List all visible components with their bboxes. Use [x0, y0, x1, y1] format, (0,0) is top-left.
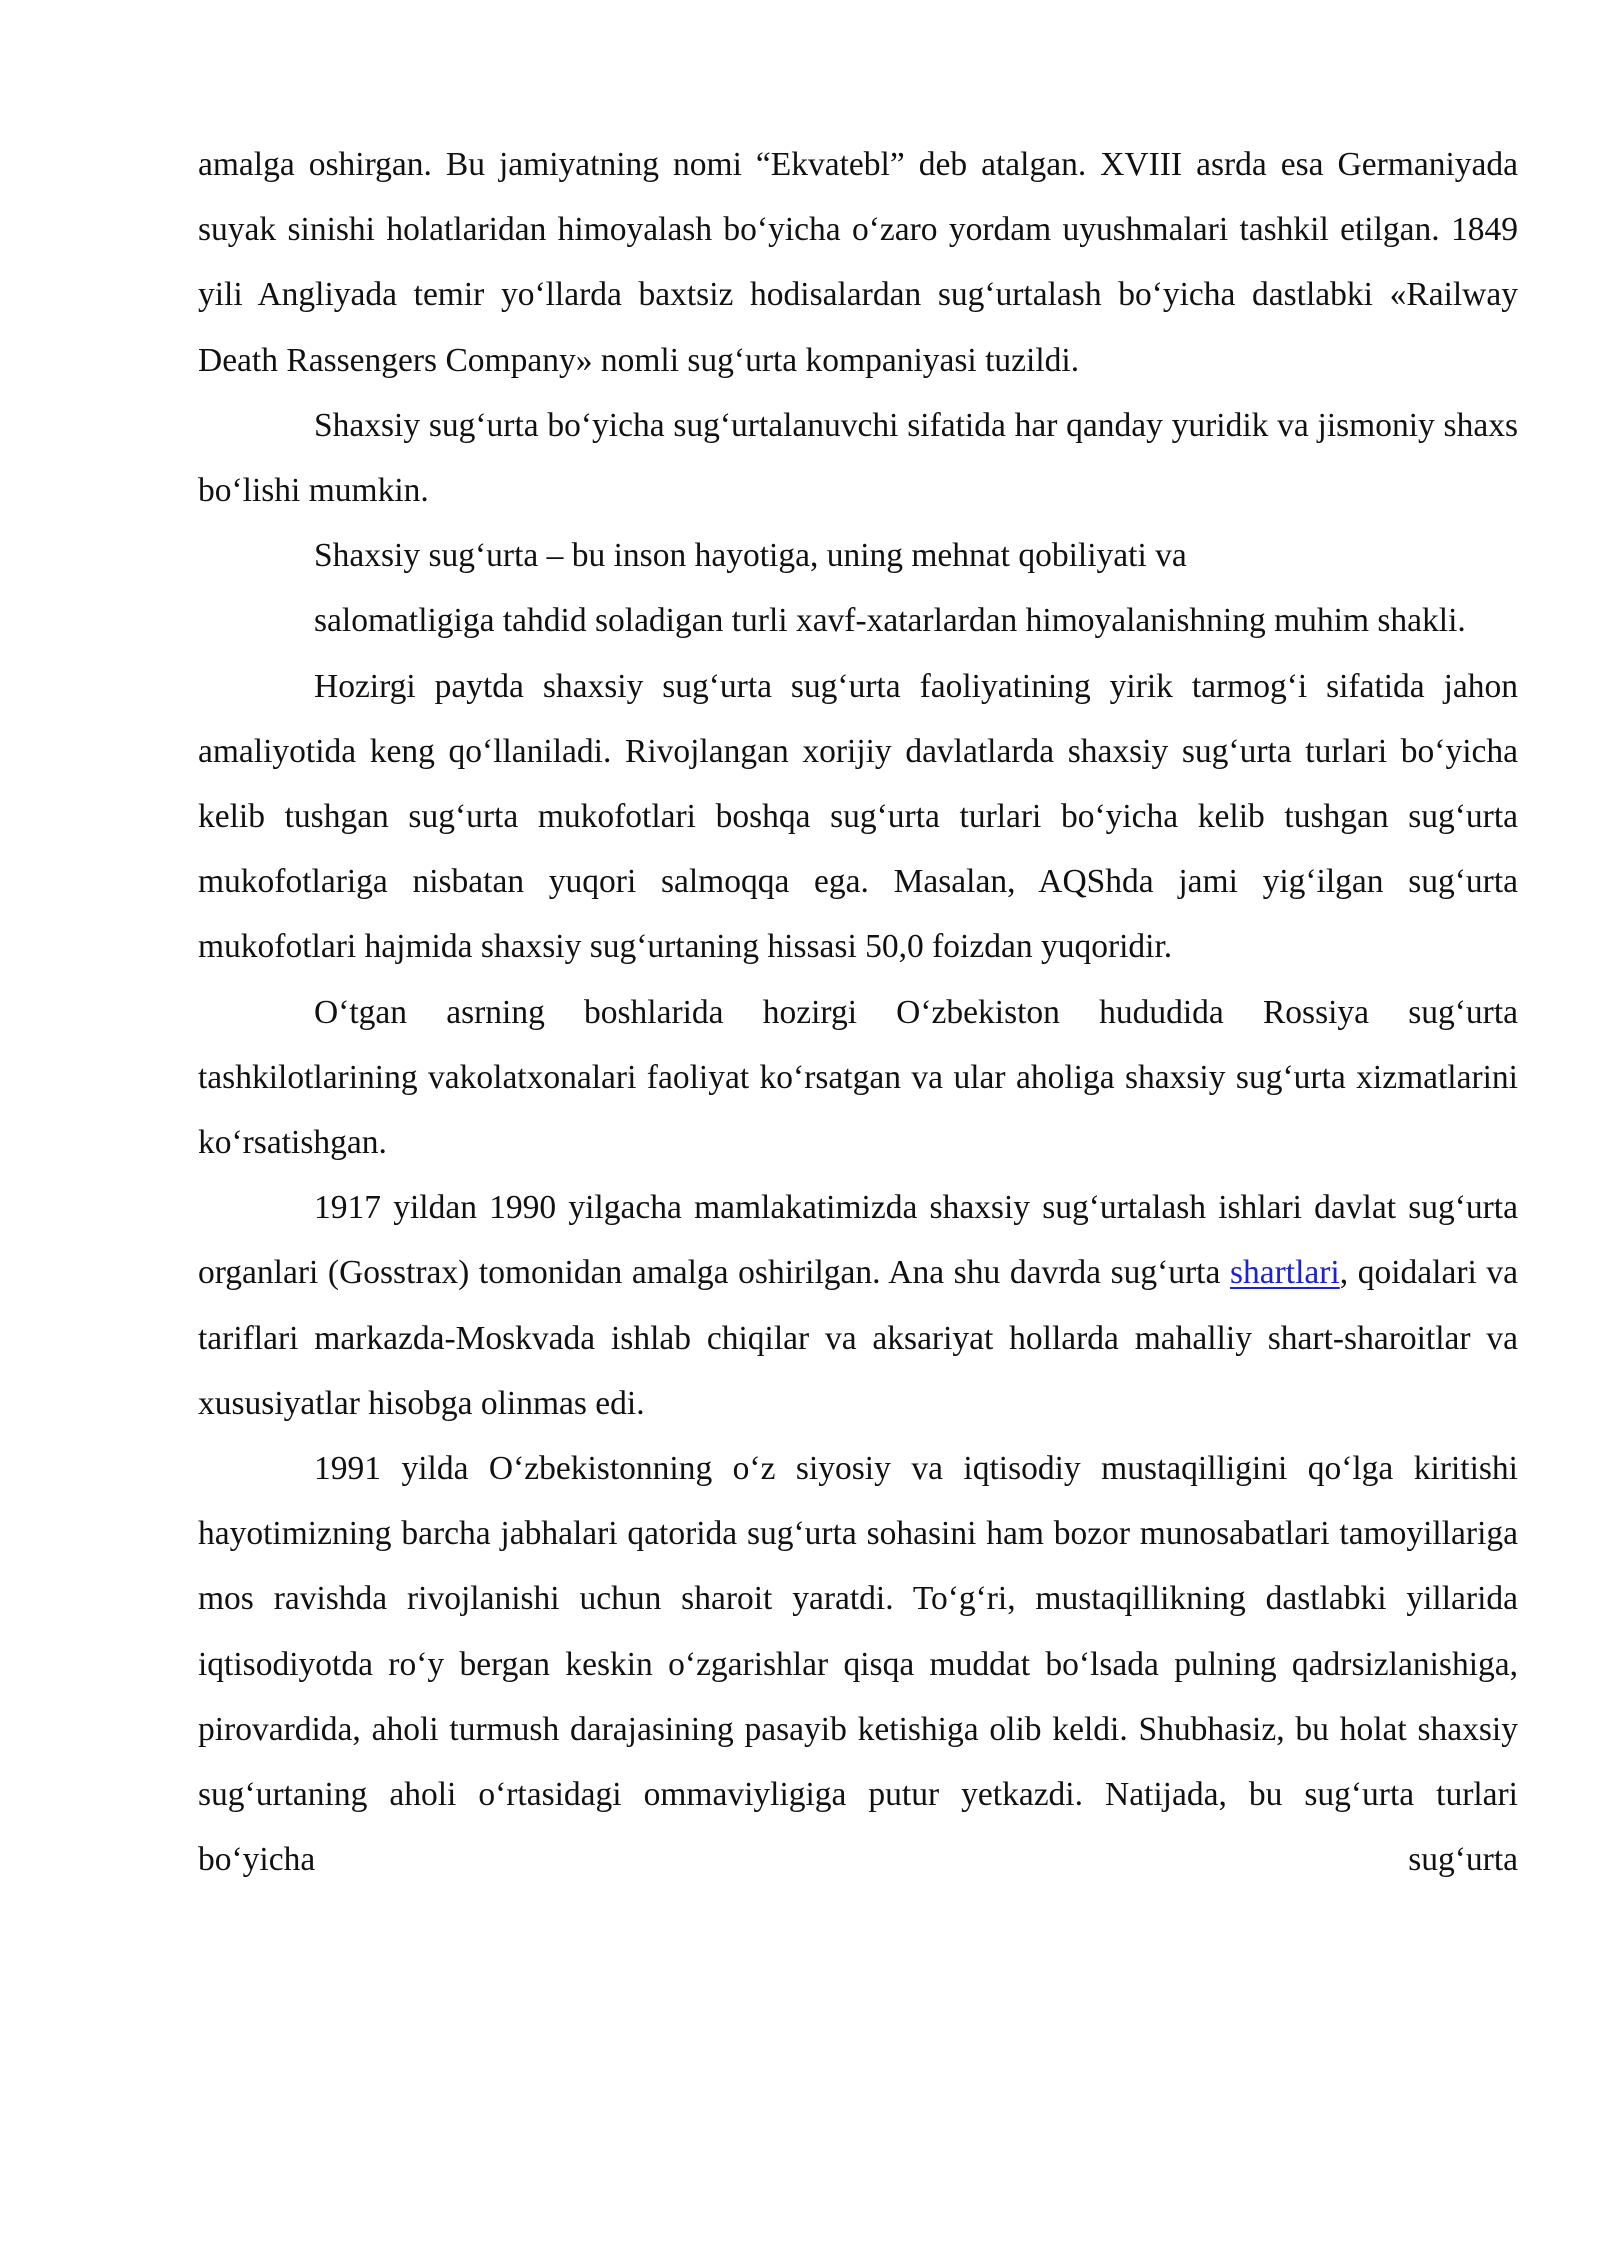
paragraph-independence: 1991 yilda Oʻzbekistonning oʻz siyosiy va iqtisodiy mustaqilligini qoʻlga kiritishi hayotimizning barcha jabhalari qatorida sugʻurta sohasini ham bozor munosabatlari tamoyillariga mos ravishda rivojlanishi uchun sharoit yaratdi. Toʻgʻri, mustaqillikning dastlabki yillarida iqtisodiyotda roʻy bergan keskin oʻzgarishlar qisqa muddat boʻlsada pulning qadrsizlanishiga, pirovardida, aholi turmush darajasining pasayib ketishiga olib keldi. Shubhasiz, bu holat shaxsiy sugʻurtaning aholi oʻrtasidagi ommaviyligiga putur yetkazdi. Natijada, bu sugʻurta turlari boʻyicha sugʻurta [198, 1450, 1518, 1879]
paragraph-policyholder: Shaxsiy sugʻurta boʻyicha sugʻurtalanuvchi sifatida har qanday yuridik va jismoniy shaxs boʻlishi mumkin. [198, 406, 1518, 510]
paragraph-last-century: Oʻtgan asrning boshlarida hozirgi Oʻzbekiston hududida Rossiya sugʻurta tashkilotlarining vakolatxonalari faoliyat koʻrsatgan va ular aholiga shaxsiy sugʻurta xizmatlarini koʻrsatishgan. [198, 993, 1518, 1162]
paragraph-text-before-link: 1917 yildan 1990 yilgacha mamlakatimizda shaxsiy sugʻurtalash ishlari davlat sugʻurta organlari (Gosstrax) tomonidan amalga oshirilgan. Ana shu davrda sugʻurta [198, 1189, 1518, 1292]
paragraph-continuation: amalga oshirgan. Bu jamiyatning nomi “Ekvatebl” deb atalgan. XVIII asrda esa Germaniyada suyak sinishi holatlaridan himoyalash boʻyicha oʻzaro yordam uyushmalari tashkil etilgan. 1849 yili Angliyada temir yoʻllarda baxtsiz hodisalardan sugʻurtalash boʻyicha dastlabki «Railway Death Rassengers Company» nomli sugʻurta kompaniyasi tuzildi. [198, 146, 1518, 379]
paragraph-text-after-link: , qoidalari va tariflari markazda-Moskvada ishlab chiqilar va aksariyat hollarda mahalliy shart-sharoitlar va xususiyatlar hisobga olinmas edi. [198, 1254, 1519, 1422]
paragraph-1917-1990 [198, 1175, 1518, 1436]
shartlari-link[interactable]: shartlari [1229, 1254, 1340, 1292]
document-page [198, 132, 1518, 1892]
paragraph-world-practice: Hozirgi paytda shaxsiy sugʻurta sugʻurta faoliyatining yirik tarmogʻi sifatida jahon amaliyotida keng qoʻllaniladi. Rivojlangan xorijiy davlatlarda shaxsiy sugʻurta turlari boʻyicha kelib tushgan sugʻurta mukofotlari boshqa sugʻurta turlari boʻyicha kelib tushgan sugʻurta mukofotlariga nisbatan yuqori salmoqqa ega. Masalan, AQShda jami yigʻilgan sugʻurta mukofotlari hajmida shaxsiy sugʻurtaning hissasi 50,0 foizdan yuqoridir. [198, 667, 1518, 966]
paragraph-definition-rest: salomatligiga tahdid soladigan turli xavf-xatarlardan himoyalanishning muhim shakli. [314, 602, 1466, 640]
paragraph-definition-line: Shaxsiy sugʻurta – bu inson hayotiga, uning mehnat qobiliyati va [314, 537, 1187, 575]
